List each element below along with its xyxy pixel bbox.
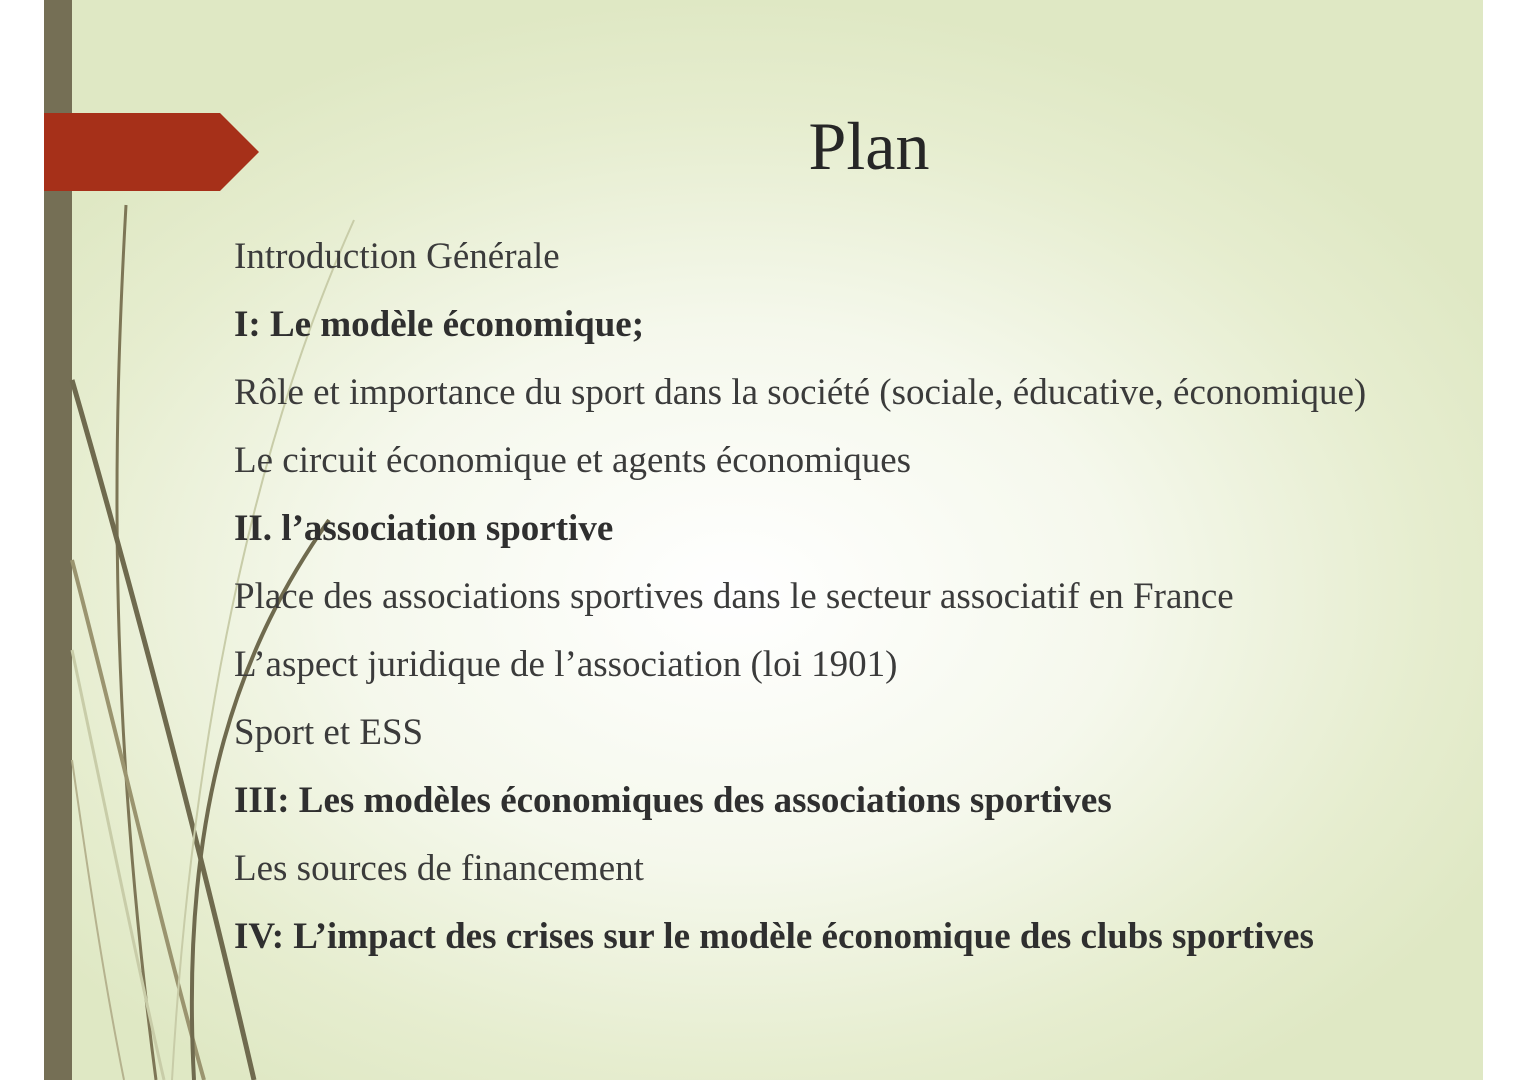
slide [44,0,1483,1080]
plan-item-circuit: Le circuit économique et agents économiques [234,440,912,481]
plan-item-financement: Les sources de financement [234,848,644,889]
plan-list [234,234,1442,982]
slide-title: Plan [808,108,930,184]
plan-heading-part-1: I: Le modèle économique; [234,304,645,345]
plan-item-role-sport: Rôle et importance du sport dans la société (sociale, éducative, économique) [234,372,1367,413]
plan-heading-part-3: III: Les modèles économiques des associations sportives [234,780,1112,821]
plan-heading-part-2: II. l’association sportive [234,508,614,549]
plan-heading-part-4: IV: L’impact des crises sur le modèle économique des clubs sportives [234,916,1314,957]
plan-item-aspect-juridique: L’aspect juridique de l’association (loi 1901) [234,644,898,685]
plan-item-sport-ess: Sport et ESS [234,712,424,753]
plan-item-introduction: Introduction Générale [234,236,560,277]
arrow-banner [44,113,259,191]
plan-item-place-associations: Place des associations sportives dans le secteur associatif en France [234,576,1234,617]
